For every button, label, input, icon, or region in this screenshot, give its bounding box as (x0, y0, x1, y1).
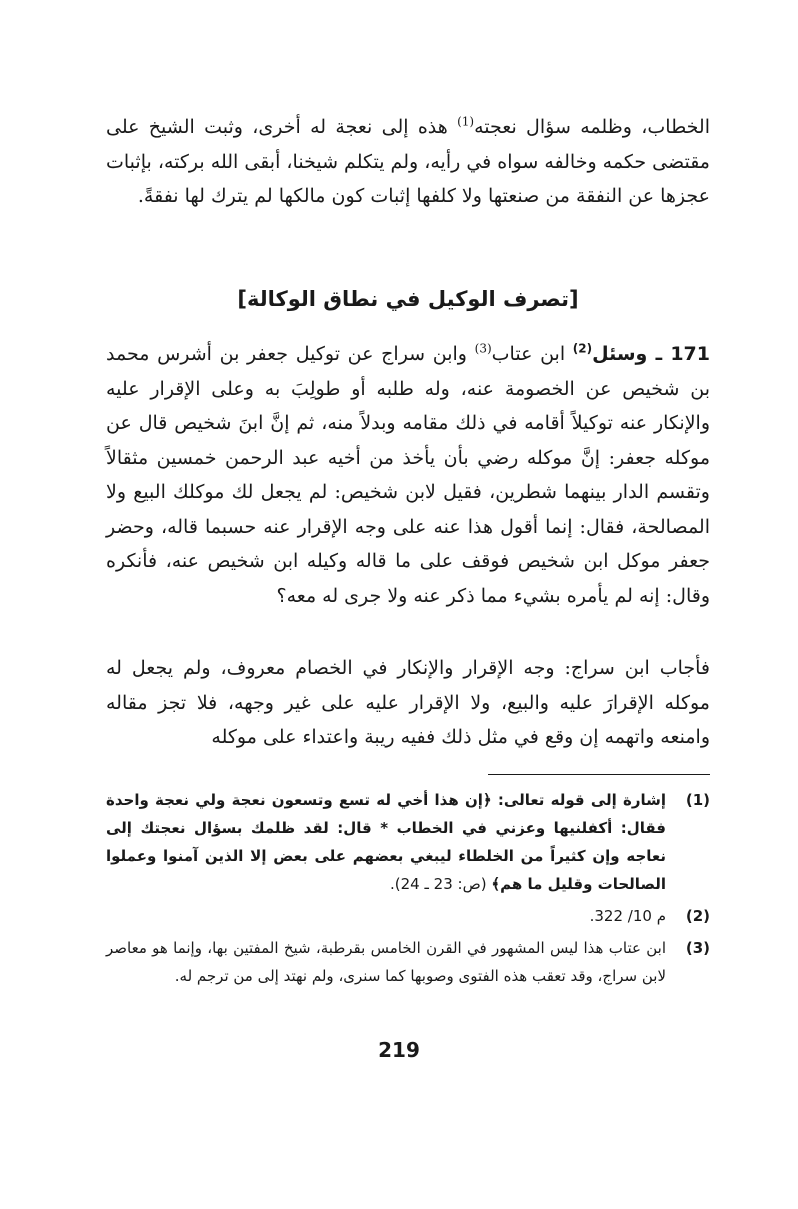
paragraph-opening-rest: هذه إلى نعجة له أخرى، وثبت الشيخ على مقتضى حكمه وخالفه سواه في رأيه، ولم يتكلم شيخنا، أبقى الله بركته، بإثبات عجزها عن النفقة من صنعتها ولا كلفها إثبات كون مالكها لم يترك لها نفقةً. (106, 116, 710, 207)
footnote-item (106, 902, 710, 930)
footnote-plain-part: م 10/ 322. (589, 907, 666, 925)
footnote-ref-3[interactable]: (3) (474, 341, 492, 356)
footnote-ref-1[interactable]: (1) (457, 114, 475, 129)
footnote-number: (2) (685, 907, 710, 925)
section-heading: [تصرف الوكيل في نطاق الوكالة] (237, 287, 579, 311)
footnote-text (106, 934, 666, 990)
footnote-text (106, 786, 666, 898)
footnote-plain-part: ابن عتاب هذا ليس المشهور في القرن الخامس بقرطبة، شيخ المفتين بها، وإنما هو معاصر لابن سراج، وقد تعقب هذه الفتوى وصوبها كما سنرى، ولم نهتد إلى من ترجم له. (106, 939, 666, 985)
footnotes-section (106, 786, 710, 994)
question-mid: ابن عتاب (491, 343, 573, 365)
footnote-item (106, 934, 710, 990)
question-paragraph (106, 337, 710, 613)
footnote-item (106, 786, 710, 898)
footnote-text (106, 902, 666, 930)
footnote-citation: (ص: 23 ـ 24). (390, 875, 492, 893)
footnote-separator (488, 774, 710, 775)
footnote-quran-quote: إشارة إلى قوله تعالى: ﴿إن هذا أخي له تسع وتسعون نعجة ولي نعجة واحدة فقال: أكفلنيها وعزني في الخطاب * قال: لقد ظلمك بسؤال نعجتك إلى نعاجه وإن كثيراً من الخلطاء ليبغي بعضهم على بعض إلا الذين آمنوا وعملوا الصالحات وقليل ما هم﴾ (106, 791, 666, 893)
footnote-number: (3) (685, 939, 710, 957)
footnote-ref-2[interactable]: (2) (572, 341, 593, 356)
page-number: 219 (378, 1038, 420, 1062)
paragraph-opening (106, 110, 710, 214)
answer-paragraph: فأجاب ابن سراج: وجه الإقرار والإنكار في الخصام معروف، ولم يجعل له موكله الإقرارَ عليه والبيع، ولا الإقرار عليه على غير وجهه، فلا تجز مقاله وامنعه واتهمه إن وقع في مثل ذلك ففيه ريبة واعتداء على موكله (106, 657, 710, 748)
question-text: وابن سراج عن توكيل جعفر بن أشرس محمد بن شخيص عن الخصومة عنه، وله طلبه أو طولِبَ به وعلى الإقرار عليه والإنكار عنه توكيلاً أقامه في ذلك مقامه وبدلاً منه، ثم إنَّ ابنَ شخيص قال عن موكله جعفر: إنَّ موكله رضي بأن يأخذ من أخيه عبد الرحمن خمسين مثقالاً وتقسم الدار بينهما شطرين، فقيل لابن شخيص: لم يجعل لك موكلك البيع ولا المصالحة، فقال: إنما أقول هذا عنه على وجه الإقرار عنه حسبما قاله، وحضر جعفر موكل ابن شخيص فوقف على ما قاله وكيله ابن شخيص عنه، فأنكره وقال: إنه لم يأمره بشيء مما ذكر عنه ولا جرى له معه؟ (106, 343, 710, 607)
footnote-number: (1) (685, 791, 710, 809)
paragraph-opening-text: الخطاب، وظلمه سؤال نعجته (474, 116, 710, 138)
question-number-lead: 171 ـ وسئل (592, 343, 710, 365)
